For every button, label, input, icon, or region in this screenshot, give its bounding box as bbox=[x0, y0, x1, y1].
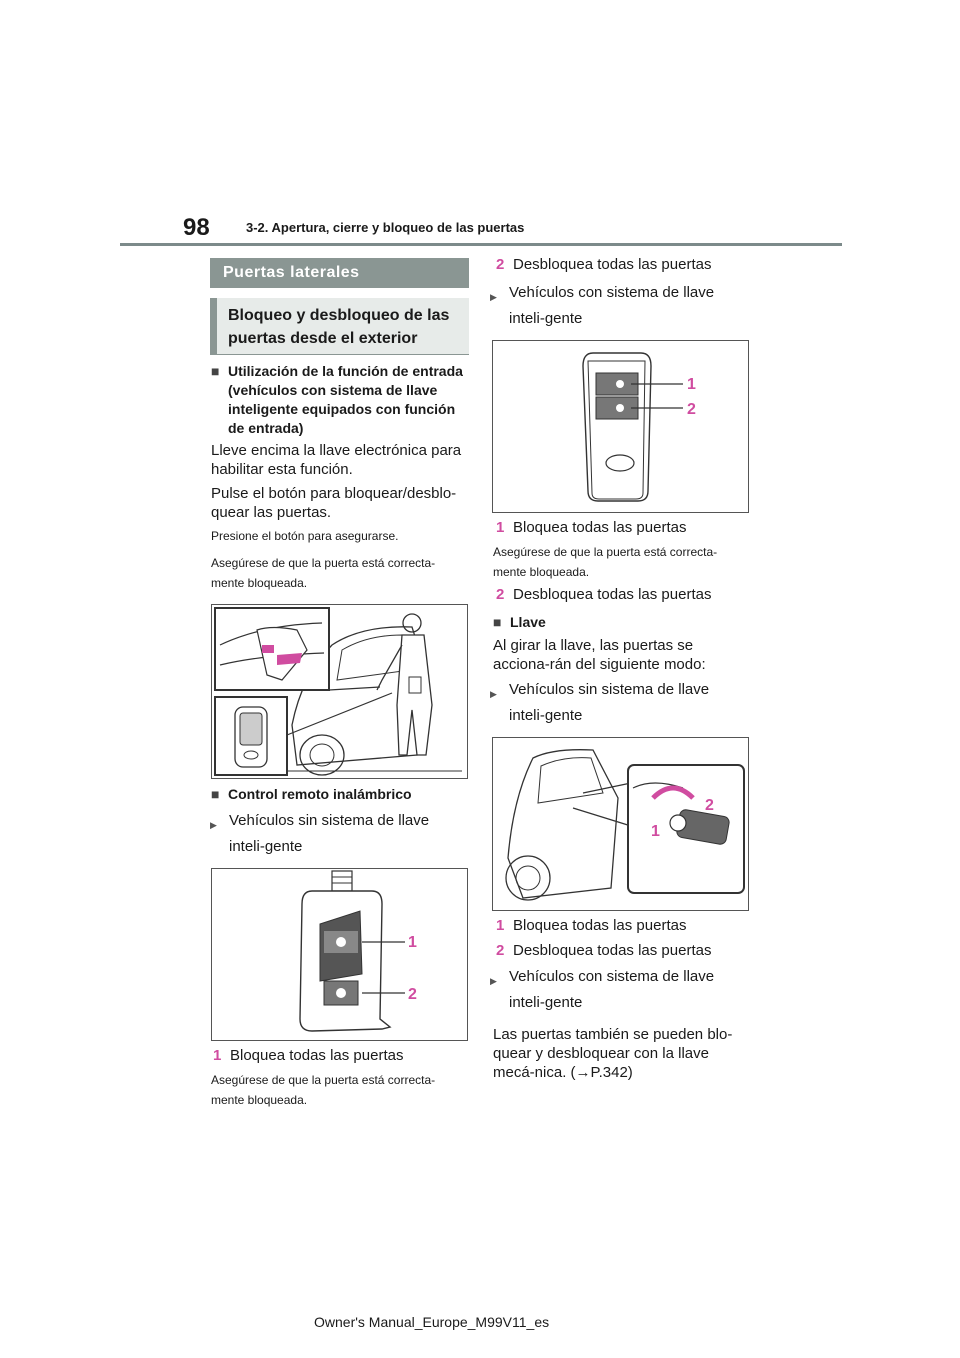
smart-item-2-text: Desbloquea todas las puertas bbox=[513, 586, 712, 603]
key-subheading-1: ▶ Vehículos sin sistema de llave inteli-gente bbox=[509, 677, 749, 729]
key-item-1-number: 1 bbox=[496, 917, 505, 934]
smart-key-illustration bbox=[493, 341, 748, 512]
figure-mechanical-key bbox=[492, 737, 749, 911]
remote-note: Asegúrese de que la puerta está correcta-mente bloqueada. bbox=[211, 1073, 436, 1107]
key-paragraph-2: Las puertas también se pueden blo-quear y desbloquear con la llave mecá-nica. (→P.342) bbox=[493, 1026, 733, 1081]
fob-label-two: 2 bbox=[408, 986, 417, 1003]
chapter-header: 3-2. Apertura, cierre y bloqueo de las puertas bbox=[246, 220, 525, 235]
key-subheading-2: ▶ Vehículos con sistema de llave inteli-gente bbox=[509, 964, 749, 1016]
entry-paragraph-1: Lleve encima la llave electrónica para habilitar esta función. bbox=[211, 442, 462, 478]
key-heading: ■ Llave bbox=[510, 613, 750, 632]
remote-item-2-number: 2 bbox=[496, 256, 505, 273]
key-item-1 bbox=[496, 916, 753, 935]
remote-fob-illustration bbox=[212, 869, 467, 1040]
smart-note: Asegúrese de que la puerta está correcta-mente bloqueada. bbox=[493, 545, 718, 579]
figure-remote-fob bbox=[211, 868, 468, 1041]
section-title: Puertas laterales bbox=[210, 258, 469, 288]
remote-subheading: ▶ Vehículos sin sistema de llave inteli-gente bbox=[229, 808, 464, 860]
key-item-1-text: Bloquea todas las puertas bbox=[513, 917, 687, 934]
page-number: 98 bbox=[183, 214, 210, 241]
remote-item-2-text: Desbloquea todas las puertas bbox=[513, 256, 712, 273]
entry-heading: ■ Utilización de la función de entrada (vehículos con sistema de llave inteligente equipados con función de entrada) bbox=[228, 362, 468, 438]
key-label-one: 1 bbox=[651, 823, 660, 840]
figure-smart-key bbox=[492, 340, 749, 513]
entry-note-2: Asegúrese de que la puerta está correcta-mente bloqueada. bbox=[211, 556, 436, 590]
key-item-2-number: 2 bbox=[496, 942, 505, 959]
smart-item-1-number: 1 bbox=[496, 519, 505, 536]
key-item-2 bbox=[496, 941, 753, 960]
mechanical-key-illustration bbox=[493, 738, 748, 910]
entry-note-1: Presione el botón para asegurarse. bbox=[211, 529, 399, 543]
entry-function-illustration bbox=[212, 605, 467, 778]
smart-item-2-number: 2 bbox=[496, 586, 505, 603]
smart-item-1-text: Bloquea todas las puertas bbox=[513, 519, 687, 536]
fob-label-one: 1 bbox=[408, 934, 417, 951]
smart-label-one: 1 bbox=[687, 376, 696, 393]
remote-item-2 bbox=[496, 255, 753, 274]
page-footer: Owner's Manual_Europe_M99V11_es bbox=[314, 1314, 550, 1330]
smart-item-1 bbox=[496, 518, 753, 537]
key-paragraph: Al girar la llave, las puertas se acciona-rán del siguiente modo: bbox=[493, 637, 706, 673]
remote-heading: ■ Control remoto inalámbrico bbox=[228, 785, 468, 804]
subsection-title: Bloqueo y desbloqueo de las puertas desde el exterior bbox=[210, 298, 469, 355]
smart-label-two: 2 bbox=[687, 401, 696, 418]
figure-entry-function bbox=[211, 604, 468, 779]
smart-item-2 bbox=[496, 585, 753, 604]
key-label-two: 2 bbox=[705, 797, 714, 814]
smart-subheading: ▶ Vehículos con sistema de llave inteli-gente bbox=[509, 280, 749, 332]
remote-item-1 bbox=[213, 1046, 470, 1065]
entry-paragraph-2: Pulse el botón para bloquear/desblo-quear las puertas. bbox=[211, 485, 457, 521]
key-item-2-text: Desbloquea todas las puertas bbox=[513, 942, 712, 959]
remote-item-1-text: Bloquea todas las puertas bbox=[230, 1047, 404, 1064]
remote-item-1-number: 1 bbox=[213, 1047, 222, 1064]
header-rule bbox=[120, 243, 842, 246]
